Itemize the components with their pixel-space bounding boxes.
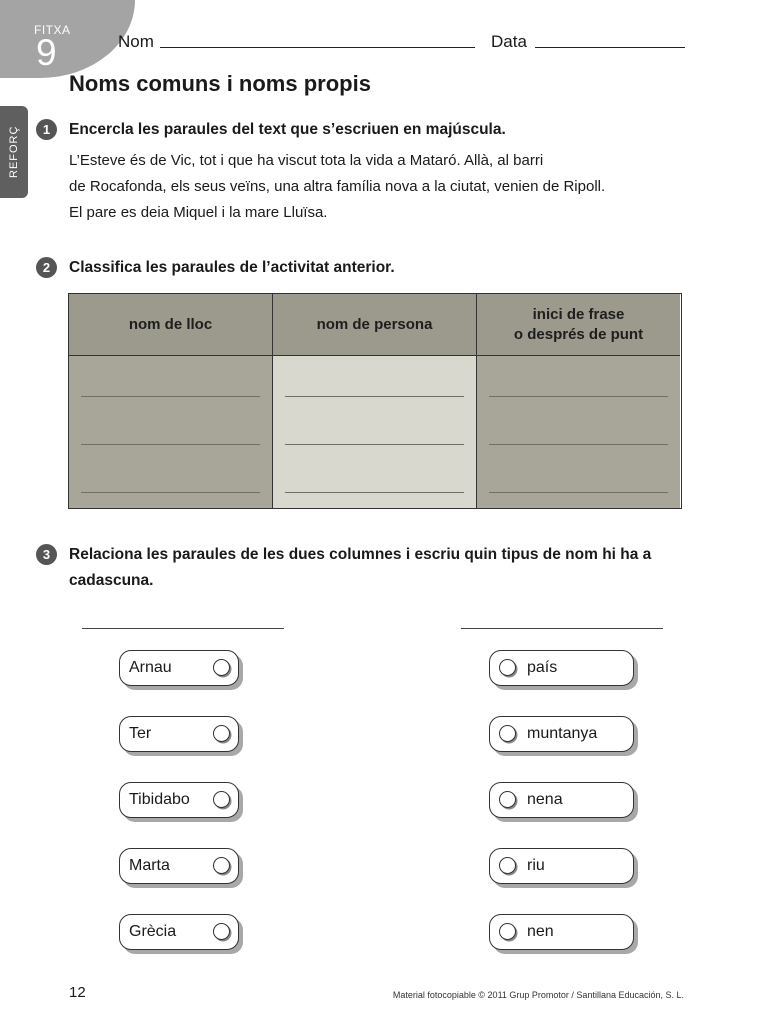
- question-1-instruction: Encercla les paraules del text que s’escriuen en majúscula.: [69, 121, 506, 138]
- write-line: [489, 396, 668, 397]
- connector-dot[interactable]: [499, 791, 516, 808]
- header-person: nom de persona: [273, 294, 476, 356]
- header-sentence-start: inici de frase o després de punt: [477, 294, 680, 356]
- column-person: [273, 294, 477, 508]
- text-line: El pare es deia Miquel i la mare Lluïsa.: [69, 204, 328, 221]
- connector-dot[interactable]: [213, 659, 230, 676]
- name-label: Nom: [118, 32, 154, 51]
- connector-dot[interactable]: [499, 725, 516, 742]
- pill-left[interactable]: [119, 782, 239, 818]
- connector-dot[interactable]: [213, 791, 230, 808]
- column-place: [69, 294, 273, 508]
- write-line: [81, 492, 260, 493]
- connector-dot[interactable]: [499, 857, 516, 874]
- question-3-instruction: Relaciona les paraules de les dues columnes i escriu quin tipus de nom hi ha a cadascuna.: [69, 546, 652, 589]
- write-line: [285, 444, 464, 445]
- connector-dot[interactable]: [213, 857, 230, 874]
- write-line: [489, 444, 668, 445]
- question-1-number: 1: [36, 119, 57, 140]
- column-place-body[interactable]: [69, 356, 272, 508]
- header-place: nom de lloc: [69, 294, 272, 356]
- pill-right[interactable]: [489, 914, 634, 950]
- pill-label: nen: [527, 923, 554, 940]
- pill-right[interactable]: [489, 716, 634, 752]
- pill-label: Marta: [129, 857, 170, 874]
- page-number: 12: [69, 984, 86, 1001]
- pill-left[interactable]: [119, 650, 239, 686]
- pill-right[interactable]: [489, 782, 634, 818]
- date-label: Data: [491, 32, 527, 51]
- fitxa-number: 9: [36, 32, 57, 73]
- pill-right[interactable]: [489, 848, 634, 884]
- pill-right[interactable]: [489, 650, 634, 686]
- pill-left[interactable]: [119, 716, 239, 752]
- write-line: [81, 444, 260, 445]
- pill-label: riu: [527, 857, 545, 874]
- fitxa-tab: [0, 0, 135, 78]
- date-field[interactable]: [535, 47, 685, 48]
- connector-dot[interactable]: [499, 659, 516, 676]
- text-line: L’Esteve és de Vic, tot i que ha viscut tota la vida a Mataró. Allà, al barri: [69, 152, 544, 169]
- write-line: [285, 492, 464, 493]
- pill-label: país: [527, 659, 558, 676]
- write-line: [489, 492, 668, 493]
- reforc-label: REFORÇ: [8, 125, 20, 179]
- connector-dot[interactable]: [213, 923, 230, 940]
- question-2-instruction: Classifica les paraules de l’activitat anterior.: [69, 259, 395, 276]
- write-line: [81, 396, 260, 397]
- pill-left[interactable]: [119, 848, 239, 884]
- fitxa-label: FITXA: [34, 23, 71, 37]
- name-field[interactable]: [160, 47, 475, 48]
- pill-label: Grècia: [129, 923, 177, 940]
- connector-dot[interactable]: [499, 923, 516, 940]
- answer-line-right[interactable]: [461, 628, 663, 629]
- pill-label: Arnau: [129, 659, 172, 676]
- question-3-number: 3: [36, 544, 57, 565]
- column-sentence-start-body[interactable]: [477, 356, 680, 508]
- page-title: Noms comuns i noms propis: [69, 71, 371, 96]
- connector-dot[interactable]: [213, 725, 230, 742]
- column-sentence-start: [477, 294, 680, 508]
- write-line: [285, 396, 464, 397]
- pill-label: Tibidabo: [129, 791, 190, 808]
- classification-table: [68, 293, 682, 509]
- question-2-number: 2: [36, 257, 57, 278]
- copyright-notice: Material fotocopiable © 2011 Grup Promotor / Santillana Educación, S. L.: [392, 990, 684, 1000]
- text-line: de Rocafonda, els seus veïns, una altra família nova a la ciutat, venien de Ripoll.: [69, 178, 606, 195]
- answer-line-left[interactable]: [82, 628, 284, 629]
- pill-label: nena: [527, 791, 563, 808]
- pill-left[interactable]: [119, 914, 239, 950]
- column-person-body[interactable]: [273, 356, 476, 508]
- pill-label: Ter: [129, 725, 152, 742]
- pill-label: muntanya: [527, 725, 598, 742]
